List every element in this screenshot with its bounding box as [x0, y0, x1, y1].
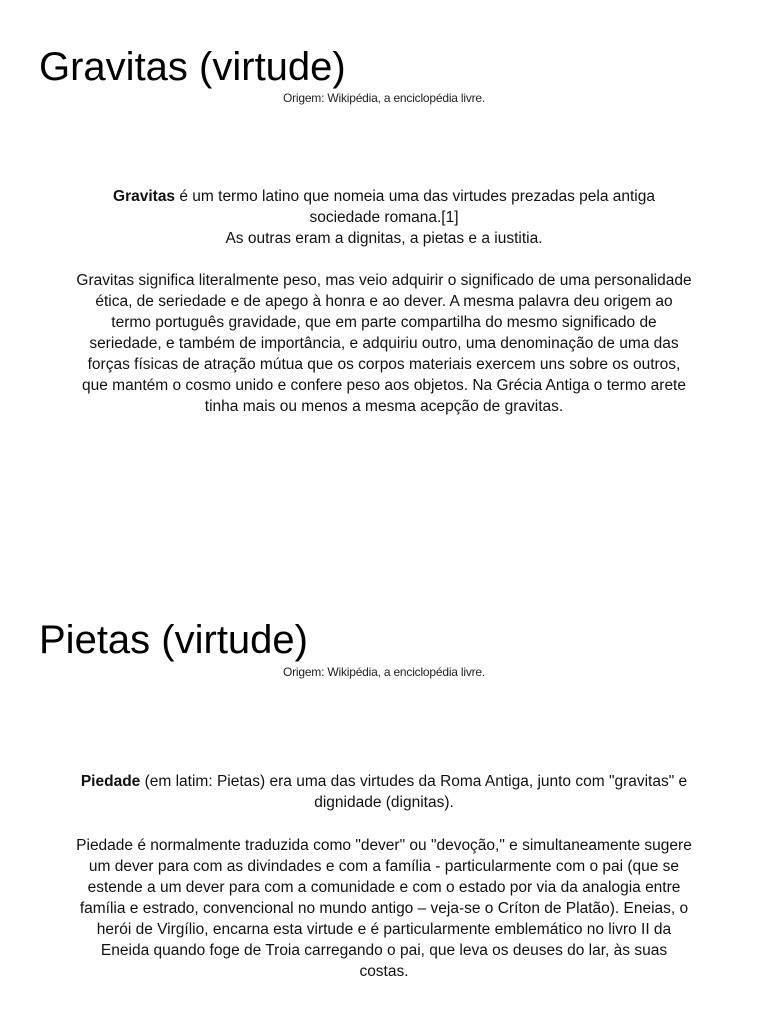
body-line: forças físicas de atração mútua que os corpos materiais exercem uns sobre os outros,: [87, 356, 681, 373]
body-line: costas.: [359, 963, 409, 980]
intro-line: [36, 186, 732, 207]
body-line: tinha mais ou menos a mesma acepção de gravitas.: [204, 398, 564, 415]
article-title: Gravitas (virtude): [39, 45, 346, 89]
intro-line: As outras eram a dignitas, a pietas e a iustitia.: [225, 230, 543, 247]
body-line: herói de Virgílio, encarna esta virtude e é particularmente emblemático no livro II da: [96, 921, 672, 938]
body-line: que mantém o cosmo unido e confere peso aos objetos. Na Grécia Antiga o termo arete: [82, 377, 686, 394]
article-origin: Origem: Wikipédia, a enciclopédia livre.: [282, 665, 486, 679]
body-line: estende a um dever para com a comunidade e com o estado por via da analogia entre: [87, 879, 681, 896]
intro-paragraph: [36, 771, 732, 813]
body-line: termo português gravidade, que em parte compartilha do mesmo significado de: [111, 314, 657, 331]
body-line: seriedade, e também de importância, e adquiriu outro, uma denominação de uma das: [89, 335, 679, 352]
intro-bold-term: Gravitas: [113, 188, 176, 205]
body-paragraph: [36, 270, 732, 417]
body-line: ética, de seriedade e de apego à honra e ao dever. A mesma palavra deu origem ao: [95, 293, 673, 310]
body-line: família e estrado, convencional no mundo antigo – veja-se o Críton de Platão). Eneias, o: [79, 900, 689, 917]
intro-text: (em latim: Pietas) era uma das virtudes da Roma Antiga, junto com "gravitas" e: [140, 773, 688, 790]
intro-paragraph: [36, 186, 732, 249]
article-origin: Origem: Wikipédia, a enciclopédia livre.: [282, 91, 486, 105]
body-paragraph: [36, 835, 732, 982]
body-line: Eneida quando foge de Troia carregando o pai, que leva os deuses do lar, às suas: [100, 942, 668, 959]
intro-line: dignidade (dignitas).: [314, 794, 454, 811]
body-line: um dever para com as divindades e com a família - particularmente com o pai (que se: [88, 858, 680, 875]
body-line: Piedade é normalmente traduzida como "dever" ou "devoção," e simultaneamente sugere: [76, 837, 692, 854]
body-line: Gravitas significa literalmente peso, mas veio adquirir o significado de uma personalidade: [76, 272, 692, 289]
intro-text: é um termo latino que nomeia uma das virtudes prezadas pela antiga: [175, 188, 655, 205]
article-title: Pietas (virtude): [39, 618, 308, 662]
intro-line: sociedade romana.[1]: [309, 209, 459, 226]
intro-line: [36, 771, 732, 792]
intro-bold-term: Piedade: [80, 773, 141, 790]
